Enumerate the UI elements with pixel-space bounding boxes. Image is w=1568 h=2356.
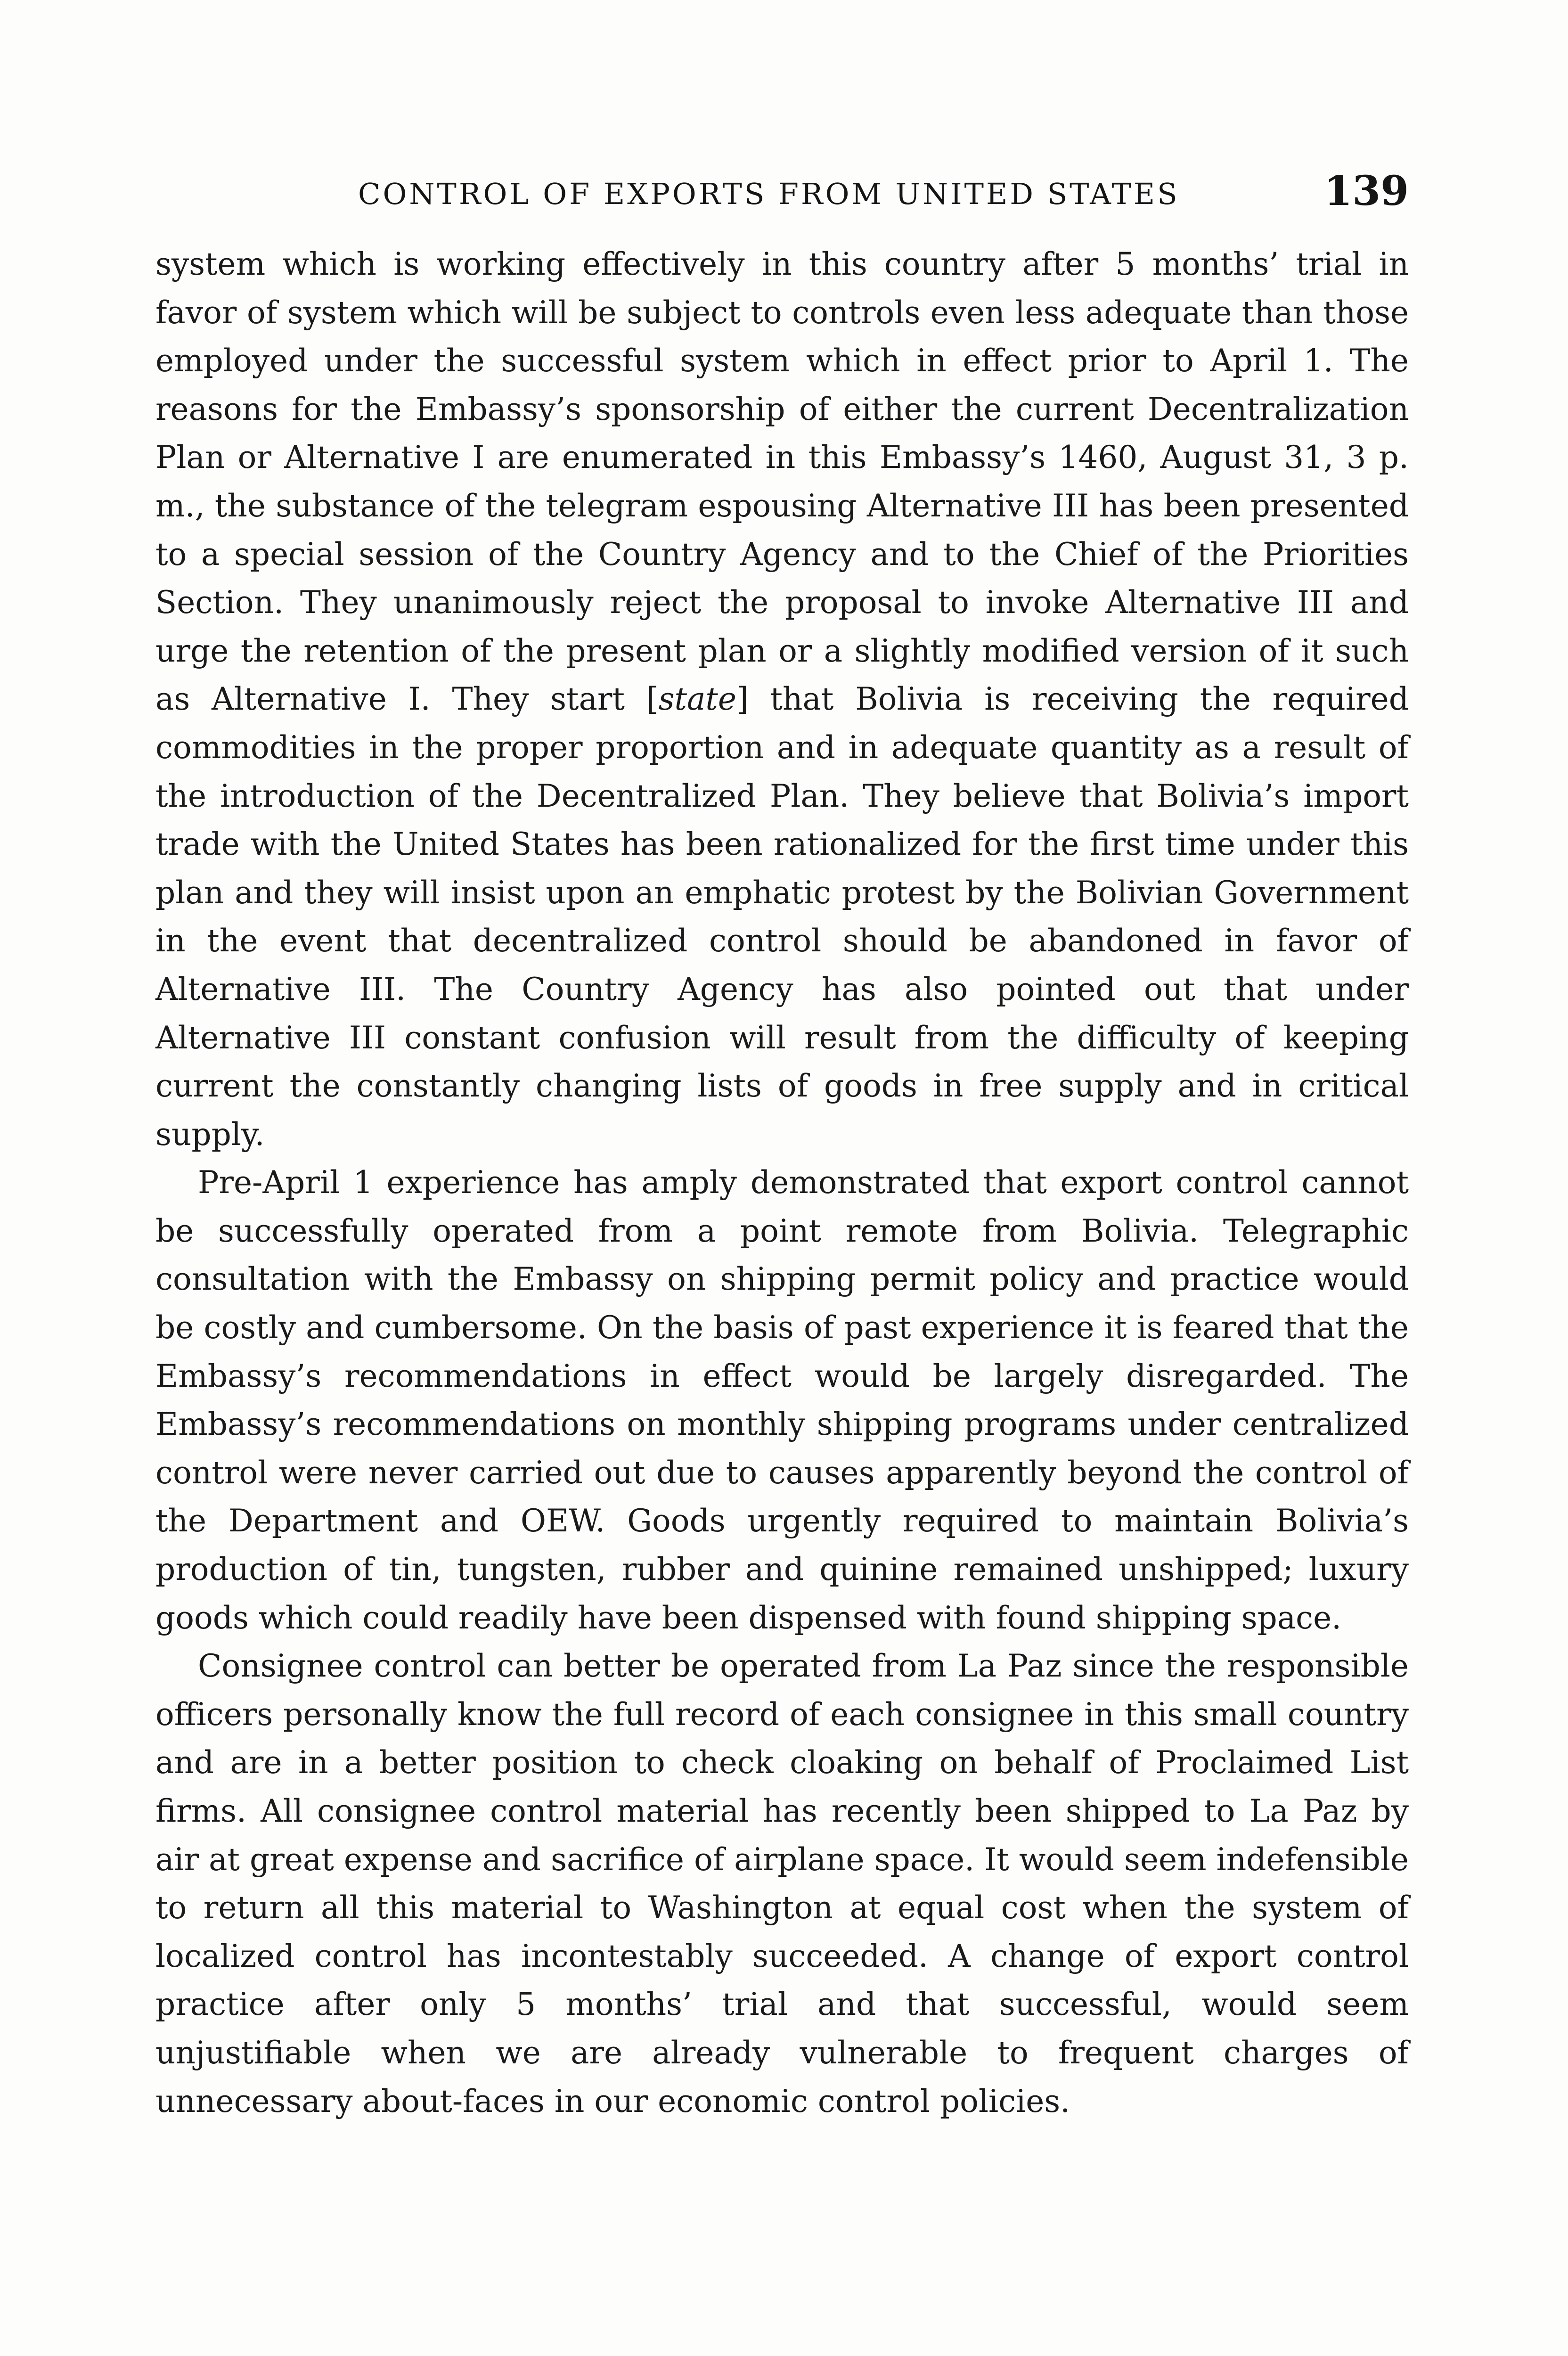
running-head (358, 167, 1409, 219)
paragraph-1-text-before: system which is working effectively in this country after 5 months’ trial in favor of system which will be subject to controls even less adequate than those employed under the successful system which in effect prior to April 1. The reasons for the Embassy’s sponsorship of either the current Decentralization Plan or Alternative I are enumerated in this Embassy’s 1460, August 31, 3 p. m., the substance of the telegram espousing Alternative III has been presented to a special session of the Country Agency and to the Chief of the Priorities Section. They unanimously reject the proposal to invoke Alternative III and urge the retention of the present plan or a slightly modified version of it such as Alternative I. They start [ (155, 246, 1409, 718)
paragraph-1 (155, 240, 1409, 1159)
body-text (155, 240, 1409, 2126)
editorial-insertion: state (658, 681, 736, 718)
paragraph-3: Consignee control can better be operated from La Paz since the responsible officers personally know the full record of each consignee in this small country and are in a better position to check cloaking on behalf of Proclaimed List firms. All consignee control material has recently been shipped to La Paz by air at great expense and sacrifice of airplane space. It would seem indefensible to return all this material to Washington at equal cost when the system of localized control has incontestably succeeded. A change of export control practice after only 5 months’ trial and that successful, would seem unjustifiable when we are already vulnerable to frequent charges of unnecessary about-faces in our economic control policies. (155, 1648, 1409, 2119)
paragraph-1-text-after: ] that Bolivia is receiving the required commodities in the proper proportion and in adequate quantity as a result of the introduction of the Decentralized Plan. They believe that Bolivia’s import trade with the United States has been rationalized for the first time under this plan and they will insist upon an emphatic protest by the Bolivian Government in the event that decentralized control should be abandoned in favor of Alternative III. The Country Agency has also pointed out that under Alternative III constant confusion will result from the difficulty of keeping current the constantly changing lists of goods in free supply and in critical supply. (155, 681, 1409, 1153)
paragraph-2: Pre-April 1 experience has amply demonstrated that export control cannot be successfully operated from a point remote from Bolivia. Telegraphic consultation with the Embassy on shipping permit policy and practice would be costly and cumbersome. On the basis of past experience it is feared that the Embassy’s recommendations in effect would be largely disregarded. The Embassy’s recommendations on monthly shipping programs under centralized control were never carried out due to causes apparently beyond the control of the Department and OEW. Goods urgently required to maintain Bolivia’s production of tin, tungsten, rubber and quinine remained unshipped; luxury goods which could readily have been dispensed with found shipping space. (155, 1164, 1409, 1636)
page-number: 139 (1324, 167, 1409, 215)
running-title: CONTROL OF EXPORTS FROM UNITED STATES (358, 177, 1180, 211)
